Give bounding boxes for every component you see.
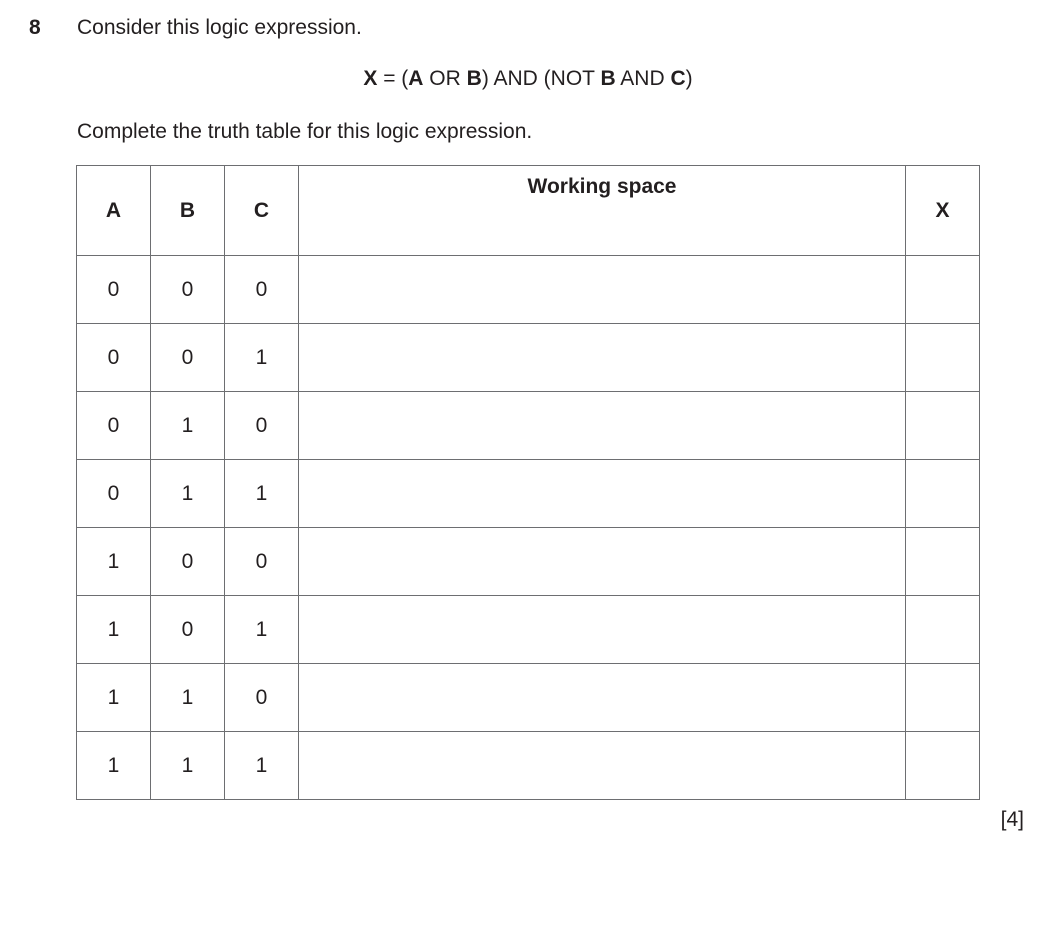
expr-eq: = (: [377, 67, 409, 90]
cell-a: 1: [77, 528, 151, 596]
table-row: [77, 256, 980, 324]
expr-c: C: [670, 67, 686, 90]
cell-a: 1: [77, 596, 151, 664]
expr-b1: B: [466, 67, 482, 90]
header-x: X: [906, 166, 980, 256]
marks-label: [4]: [1000, 808, 1024, 831]
logic-expression: [0, 67, 1056, 91]
expr-and: AND: [615, 67, 671, 90]
table-row: [77, 324, 980, 392]
cell-a: 1: [77, 732, 151, 800]
header-c: C: [225, 166, 299, 256]
cell-b: 0: [151, 256, 225, 324]
cell-b: 1: [151, 392, 225, 460]
cell-b: 1: [151, 732, 225, 800]
x-answer-cell[interactable]: [906, 664, 980, 732]
cell-a: 0: [77, 392, 151, 460]
cell-a: 0: [77, 324, 151, 392]
cell-b: 1: [151, 664, 225, 732]
cell-b: 1: [151, 460, 225, 528]
cell-c: 0: [225, 528, 299, 596]
working-cell[interactable]: [299, 732, 906, 800]
table-row: [77, 664, 980, 732]
header-b: B: [151, 166, 225, 256]
question-prompt: Consider this logic expression.: [77, 16, 362, 39]
working-cell[interactable]: [299, 528, 906, 596]
x-answer-cell[interactable]: [906, 732, 980, 800]
x-answer-cell[interactable]: [906, 256, 980, 324]
cell-b: 0: [151, 528, 225, 596]
working-cell[interactable]: [299, 664, 906, 732]
x-answer-cell[interactable]: [906, 392, 980, 460]
table-row: [77, 596, 980, 664]
table-row: [77, 392, 980, 460]
expr-mid: ) AND (NOT: [481, 67, 601, 90]
cell-c: 0: [225, 392, 299, 460]
working-cell[interactable]: [299, 392, 906, 460]
expr-lhs: X: [363, 67, 378, 90]
x-answer-cell[interactable]: [906, 460, 980, 528]
cell-c: 0: [225, 664, 299, 732]
table-row: [77, 460, 980, 528]
working-cell[interactable]: [299, 256, 906, 324]
cell-c: 0: [225, 256, 299, 324]
expr-b2: B: [600, 67, 616, 90]
truth-table: [76, 165, 980, 800]
table-row: [77, 732, 980, 800]
working-cell[interactable]: [299, 596, 906, 664]
expr-or: OR: [423, 67, 467, 90]
cell-c: 1: [225, 596, 299, 664]
truth-table-header: [77, 166, 980, 256]
table-row: [77, 528, 980, 596]
expr-end: ): [685, 67, 693, 90]
header-a: A: [77, 166, 151, 256]
cell-a: 0: [77, 460, 151, 528]
question-number: 8: [29, 16, 41, 39]
x-answer-cell[interactable]: [906, 528, 980, 596]
cell-c: 1: [225, 460, 299, 528]
x-answer-cell[interactable]: [906, 596, 980, 664]
x-answer-cell[interactable]: [906, 324, 980, 392]
instruction-text: Complete the truth table for this logic expression.: [77, 120, 533, 143]
cell-a: 1: [77, 664, 151, 732]
cell-c: 1: [225, 324, 299, 392]
expr-a: A: [408, 67, 424, 90]
working-cell[interactable]: [299, 324, 906, 392]
working-cell[interactable]: [299, 460, 906, 528]
cell-b: 0: [151, 324, 225, 392]
cell-c: 1: [225, 732, 299, 800]
header-working-space: Working space: [299, 166, 906, 256]
cell-a: 0: [77, 256, 151, 324]
cell-b: 0: [151, 596, 225, 664]
